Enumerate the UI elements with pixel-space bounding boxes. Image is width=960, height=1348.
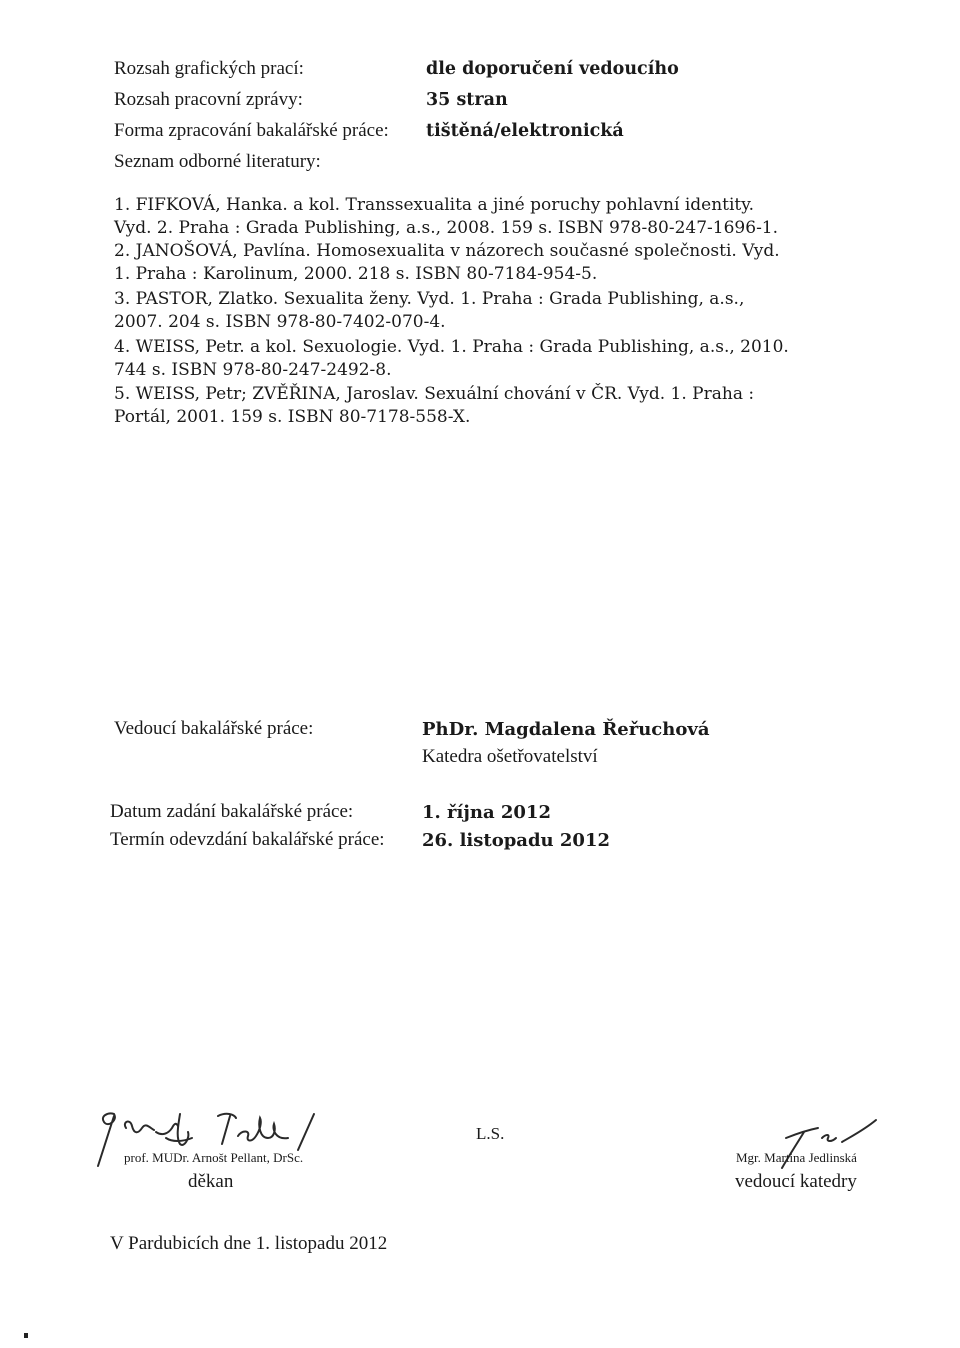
reference-line: 5. WEISS, Petr; ZVĚŘINA, Jaroslav. Sexuální chování v ČR. Vyd. 1. Praha : [114, 384, 755, 404]
dean-title: děkan [188, 1171, 234, 1192]
reference-line: 1. Praha : Karolinum, 2000. 218 s. ISBN 80-7184-954-5. [114, 264, 598, 284]
supervisor-department: Katedra ošetřovatelství [422, 746, 598, 767]
assignment-date-value: 1. října 2012 [422, 802, 552, 823]
header-value-report: 35 stran [426, 90, 508, 110]
submission-date-label: Termín odevzdání bakalářské práce: [110, 829, 385, 850]
submission-date-value: 26. listopadu 2012 [422, 830, 610, 851]
assignment-date-label: Datum zadání bakalářské práce: [110, 801, 354, 822]
header-value-graphics: dle doporučení vedoucího [426, 59, 679, 79]
reference-line: 4. WEISS, Petr. a kol. Sexuologie. Vyd. 1. Praha : Grada Publishing, a.s., 2010. [114, 337, 789, 357]
header-label-report: Rozsah pracovní zprávy: [114, 89, 303, 110]
reference-line: 2. JANOŠOVÁ, Pavlína. Homosexualita v názorech současné společnosti. Vyd. [114, 241, 780, 261]
header-label-form: Forma zpracování bakalářské práce: [114, 120, 389, 141]
reference-line: 2007. 204 s. ISBN 978-80-7402-070-4. [114, 312, 446, 332]
reference-line: 744 s. ISBN 978-80-247-2492-8. [114, 360, 392, 380]
head-title: vedoucí katedry [735, 1171, 857, 1192]
header-value-form: tištěná/elektronická [426, 121, 624, 141]
reference-line: 3. PASTOR, Zlatko. Sexualita ženy. Vyd. 1. Praha : Grada Publishing, a.s., [114, 289, 745, 309]
dean-name: prof. MUDr. Arnošt Pellant, DrSc. [124, 1150, 304, 1165]
supervisor-label: Vedoucí bakalářské práce: [114, 718, 314, 739]
supervisor-name: PhDr. Magdalena Řeřuchová [422, 719, 710, 740]
reference-line: Vyd. 2. Praha : Grada Publishing, a.s., 2008. 159 s. ISBN 978-80-247-1696-1. [114, 218, 779, 238]
seal-placeholder: L.S. [476, 1124, 505, 1143]
reference-line: Portál, 2001. 159 s. ISBN 80-7178-558-X. [114, 407, 471, 427]
head-name: Mgr. Martina Jedlinská [736, 1150, 857, 1165]
reference-line: 1. FIFKOVÁ, Hanka. a kol. Transsexualita a jiné poruchy pohlavní identity. [114, 195, 755, 215]
scan-speck [24, 1333, 28, 1338]
place-date: V Pardubicích dne 1. listopadu 2012 [110, 1233, 388, 1254]
header-label-graphics: Rozsah grafických prací: [114, 58, 304, 79]
literature-label: Seznam odborné literatury: [114, 151, 321, 172]
